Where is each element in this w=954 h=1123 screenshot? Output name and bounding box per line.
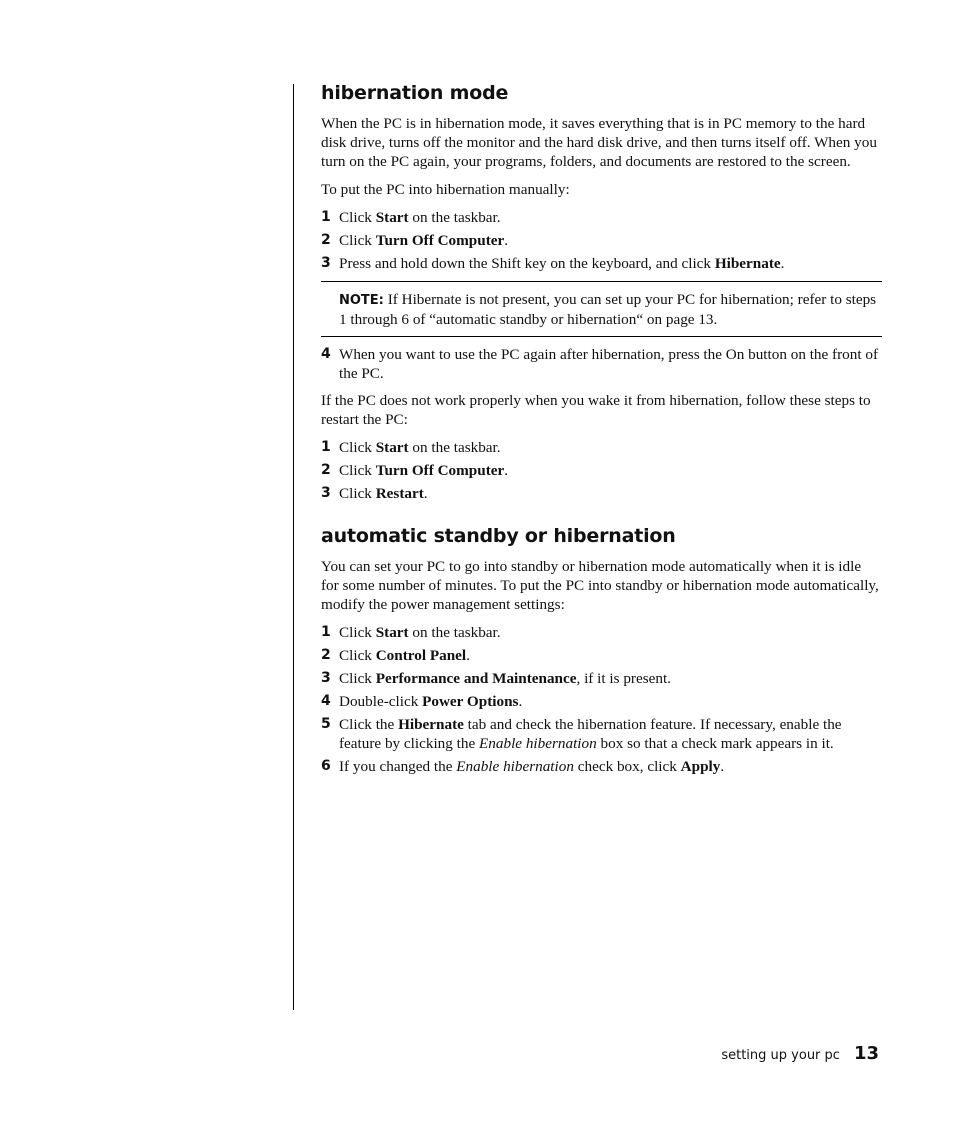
list-item: 2 Click Control Panel. bbox=[321, 647, 470, 664]
ui-term: Restart bbox=[375, 485, 424, 502]
margin-rule bbox=[293, 84, 294, 1010]
option-name: Enable hibernation bbox=[479, 735, 597, 752]
step-number: 4 bbox=[321, 346, 331, 362]
option-name: Enable hibernation bbox=[456, 758, 574, 775]
restart-steps bbox=[321, 438, 882, 503]
note-box bbox=[321, 281, 882, 337]
ui-term: Performance and Maintenance bbox=[375, 670, 577, 687]
manual-hibernation-intro: To put the PC into hibernation manually: bbox=[321, 181, 570, 198]
step-number: 5 bbox=[321, 716, 331, 732]
step-number: 1 bbox=[321, 209, 331, 225]
manual-hibernation-steps bbox=[321, 208, 882, 273]
ui-term: Apply bbox=[680, 758, 721, 775]
note-label: NOTE: bbox=[339, 293, 384, 308]
step-number: 3 bbox=[321, 255, 331, 271]
ui-term: Start bbox=[375, 624, 409, 641]
list-item: 1 Click Start on the taskbar. bbox=[321, 624, 501, 641]
restart-intro: If the PC does not work properly when you wake it from hibernation, follow these steps to restart the PC: bbox=[321, 392, 871, 428]
section-heading-automatic-standby: automatic standby or hibernation bbox=[321, 525, 676, 547]
step-number: 2 bbox=[321, 647, 331, 663]
list-item: 4 Double-click Power Options. bbox=[321, 693, 523, 710]
page-number: 13 bbox=[853, 1043, 879, 1064]
manual-hibernation-steps-cont bbox=[321, 345, 882, 383]
ui-term: Control Panel bbox=[375, 647, 467, 664]
step-number: 3 bbox=[321, 485, 331, 501]
page-content bbox=[321, 82, 882, 784]
step-number: 2 bbox=[321, 462, 331, 478]
step-number: 3 bbox=[321, 670, 331, 686]
step-number: 1 bbox=[321, 439, 331, 455]
footer-section-title: setting up your pc bbox=[721, 1048, 840, 1063]
list-item: 1 Click Start on the taskbar. bbox=[321, 439, 501, 456]
section-heading-hibernation-mode: hibernation mode bbox=[321, 82, 509, 104]
automatic-standby-intro: You can set your PC to go into standby or hibernation mode automatically when it is idle for some number of minutes. To put the PC into standby or hibernation mode automatically, modify the power management settings: bbox=[321, 558, 879, 613]
hibernation-intro: When the PC is in hibernation mode, it saves everything that is in PC memory to the hard disk drive, turns off the monitor and the hard disk drive, and then turns itself off. When you turn on the PC again, your programs, folders, and documents are restored to the screen. bbox=[321, 115, 877, 170]
step-number: 6 bbox=[321, 758, 331, 774]
list-item: 1 Click Start on the taskbar. bbox=[321, 209, 501, 226]
ui-term: Turn Off Computer bbox=[375, 232, 505, 249]
ui-term: Turn Off Computer bbox=[375, 462, 505, 479]
list-item: 2 Click Turn Off Computer. bbox=[321, 232, 509, 249]
list-item: 2 Click Turn Off Computer. bbox=[321, 462, 509, 479]
list-item: 4 When you want to use the PC again after hibernation, press the On button on the front of the PC. bbox=[321, 346, 879, 382]
list-item: 3 Press and hold down the Shift key on the keyboard, and click Hibernate. bbox=[321, 255, 785, 272]
automatic-standby-steps bbox=[321, 623, 882, 776]
list-item: 6 If you changed the Enable hibernation check box, click Apply. bbox=[321, 758, 725, 775]
ui-term: Start bbox=[375, 209, 409, 226]
page-footer bbox=[721, 1043, 879, 1064]
ui-term: Start bbox=[375, 439, 409, 456]
ui-term: Power Options bbox=[422, 693, 519, 710]
step-number: 4 bbox=[321, 693, 331, 709]
list-item: 3 Click Restart. bbox=[321, 485, 428, 502]
list-item: 3 Click Performance and Maintenance, if it is present. bbox=[321, 670, 671, 687]
step-number: 1 bbox=[321, 624, 331, 640]
step-number: 2 bbox=[321, 232, 331, 248]
list-item: 5 Click the Hibernate tab and check the hibernation feature. If necessary, enable the feature by clicking the Enable hibernation box so that a check mark appears in it. bbox=[321, 716, 842, 752]
note-text: If Hibernate is not present, you can set up your PC for hibernation; refer to steps 1 through 6 of “automatic standby or hibernation“ on page 13. bbox=[339, 291, 877, 328]
ui-term: Hibernate bbox=[714, 255, 781, 272]
ui-term: Hibernate bbox=[398, 716, 464, 733]
